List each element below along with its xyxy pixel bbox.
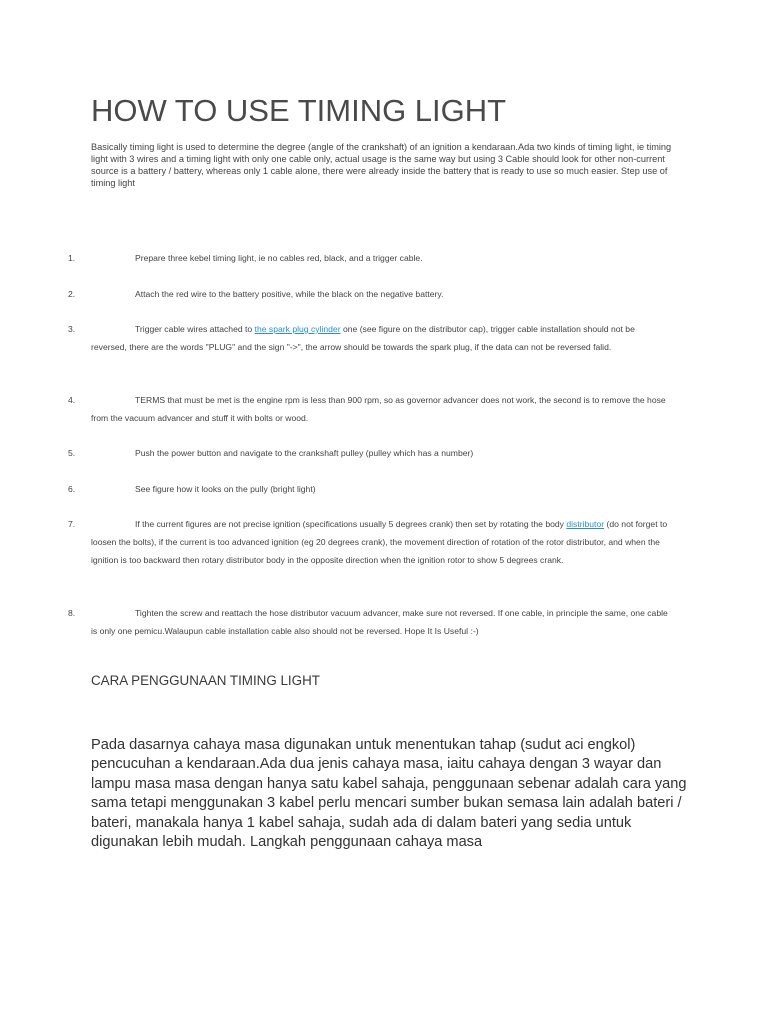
step-number: 1. — [68, 253, 76, 263]
distributor-link[interactable]: distributor — [566, 519, 605, 529]
step-text: Attach the red wire to the battery positive, while the black on the negative battery. — [135, 289, 444, 299]
step-text: TERMS that must be met is the engine rpm is less than 900 rpm, so as governor advancer does not work, the second is to remove the hose from the vacuum advancer and stuff it with bolts or wood. — [91, 395, 666, 423]
step-text: Push the power button and navigate to the crankshaft pulley (pulley which has a number) — [135, 448, 474, 458]
document-title: HOW TO USE TIMING LIGHT — [91, 93, 507, 128]
malay-section-title: CARA PENGGUNAAN TIMING LIGHT — [91, 673, 320, 688]
step-text-part: (do not forget to loosen the bolts), if the current is too advanced ignition (eg 20 degrees crank), the movement direction of rotation of the rotor distributor, and when the ignition is too backward then rotary distributor body in the opposite direction when the ignition rotor to show 5 degrees crank. — [91, 519, 668, 565]
spark-plug-link[interactable]: the spark plug — [254, 324, 311, 334]
malay-intro-paragraph: Pada dasarnya cahaya masa digunakan untuk menentukan tahap (sudut aci engkol) pencucuhan a kendaraan.Ada dua jenis cahaya masa, iaitu cahaya dengan 3 wayar dan lampu masa masa dengan hanya satu kabel sahaja, penggunaan sebenar adalah cara yang sama tetapi menggunakan 3 kabel perlu mencari sumber bukan semasa lain adalah bateri / bateri, manakala hanya 1 kabel sahaja, sudah ada di dalam bateri yang sedia untuk digunakan lebih mudah. Langkah penggunaan cahaya masa — [91, 737, 687, 851]
step-number: 3. — [68, 324, 76, 334]
step-text-part: Trigger cable wires attached to — [135, 324, 255, 334]
step-number: 4. — [68, 395, 76, 405]
step-text-part: If the current figures are not precise ignition (specifications usually 5 degrees crank) then set by rotating the body — [135, 519, 567, 529]
step-text: Tighten the screw and reattach the hose distributor vacuum advancer, make sure not reversed. If one cable, in principle the same, one cable is only one pemicu.Walaupun cable installation cable also should not be reversed. Hope It Is Useful :-) — [91, 608, 668, 636]
step-text: Prepare three kebel timing light, ie no cables red, black, and a trigger cable. — [135, 253, 423, 263]
step-text — [91, 321, 669, 357]
step-text-part: one (see figure on the distributor cap), trigger cable installation should not be reversed, there are the words "PLUG" and the sign "->", the arrow should be towards the spark plug, if the data can not be reversed falid. — [91, 324, 635, 352]
step-number: 6. — [68, 484, 76, 494]
cylinder-link[interactable]: cylinder — [310, 324, 341, 334]
step-text — [91, 516, 669, 569]
step-number: 5. — [68, 448, 76, 458]
step-text: See figure how it looks on the pully (bright light) — [135, 484, 316, 494]
intro-paragraph: Basically timing light is used to determine the degree (angle of the crankshaft) of an ignition a kendaraan.Ada two kinds of timing light, ie timing light with 3 wires and a timing light with only one cable only, actual usage is the same way but using 3 Cable should look for other non-current source is a battery / battery, whereas only 1 cable alone, there were already inside the battery that is ready to use so much easier. Step use of timing light — [91, 142, 672, 188]
step-number: 2. — [68, 289, 76, 299]
step-number: 7. — [68, 519, 76, 529]
step-number: 8. — [68, 608, 76, 618]
